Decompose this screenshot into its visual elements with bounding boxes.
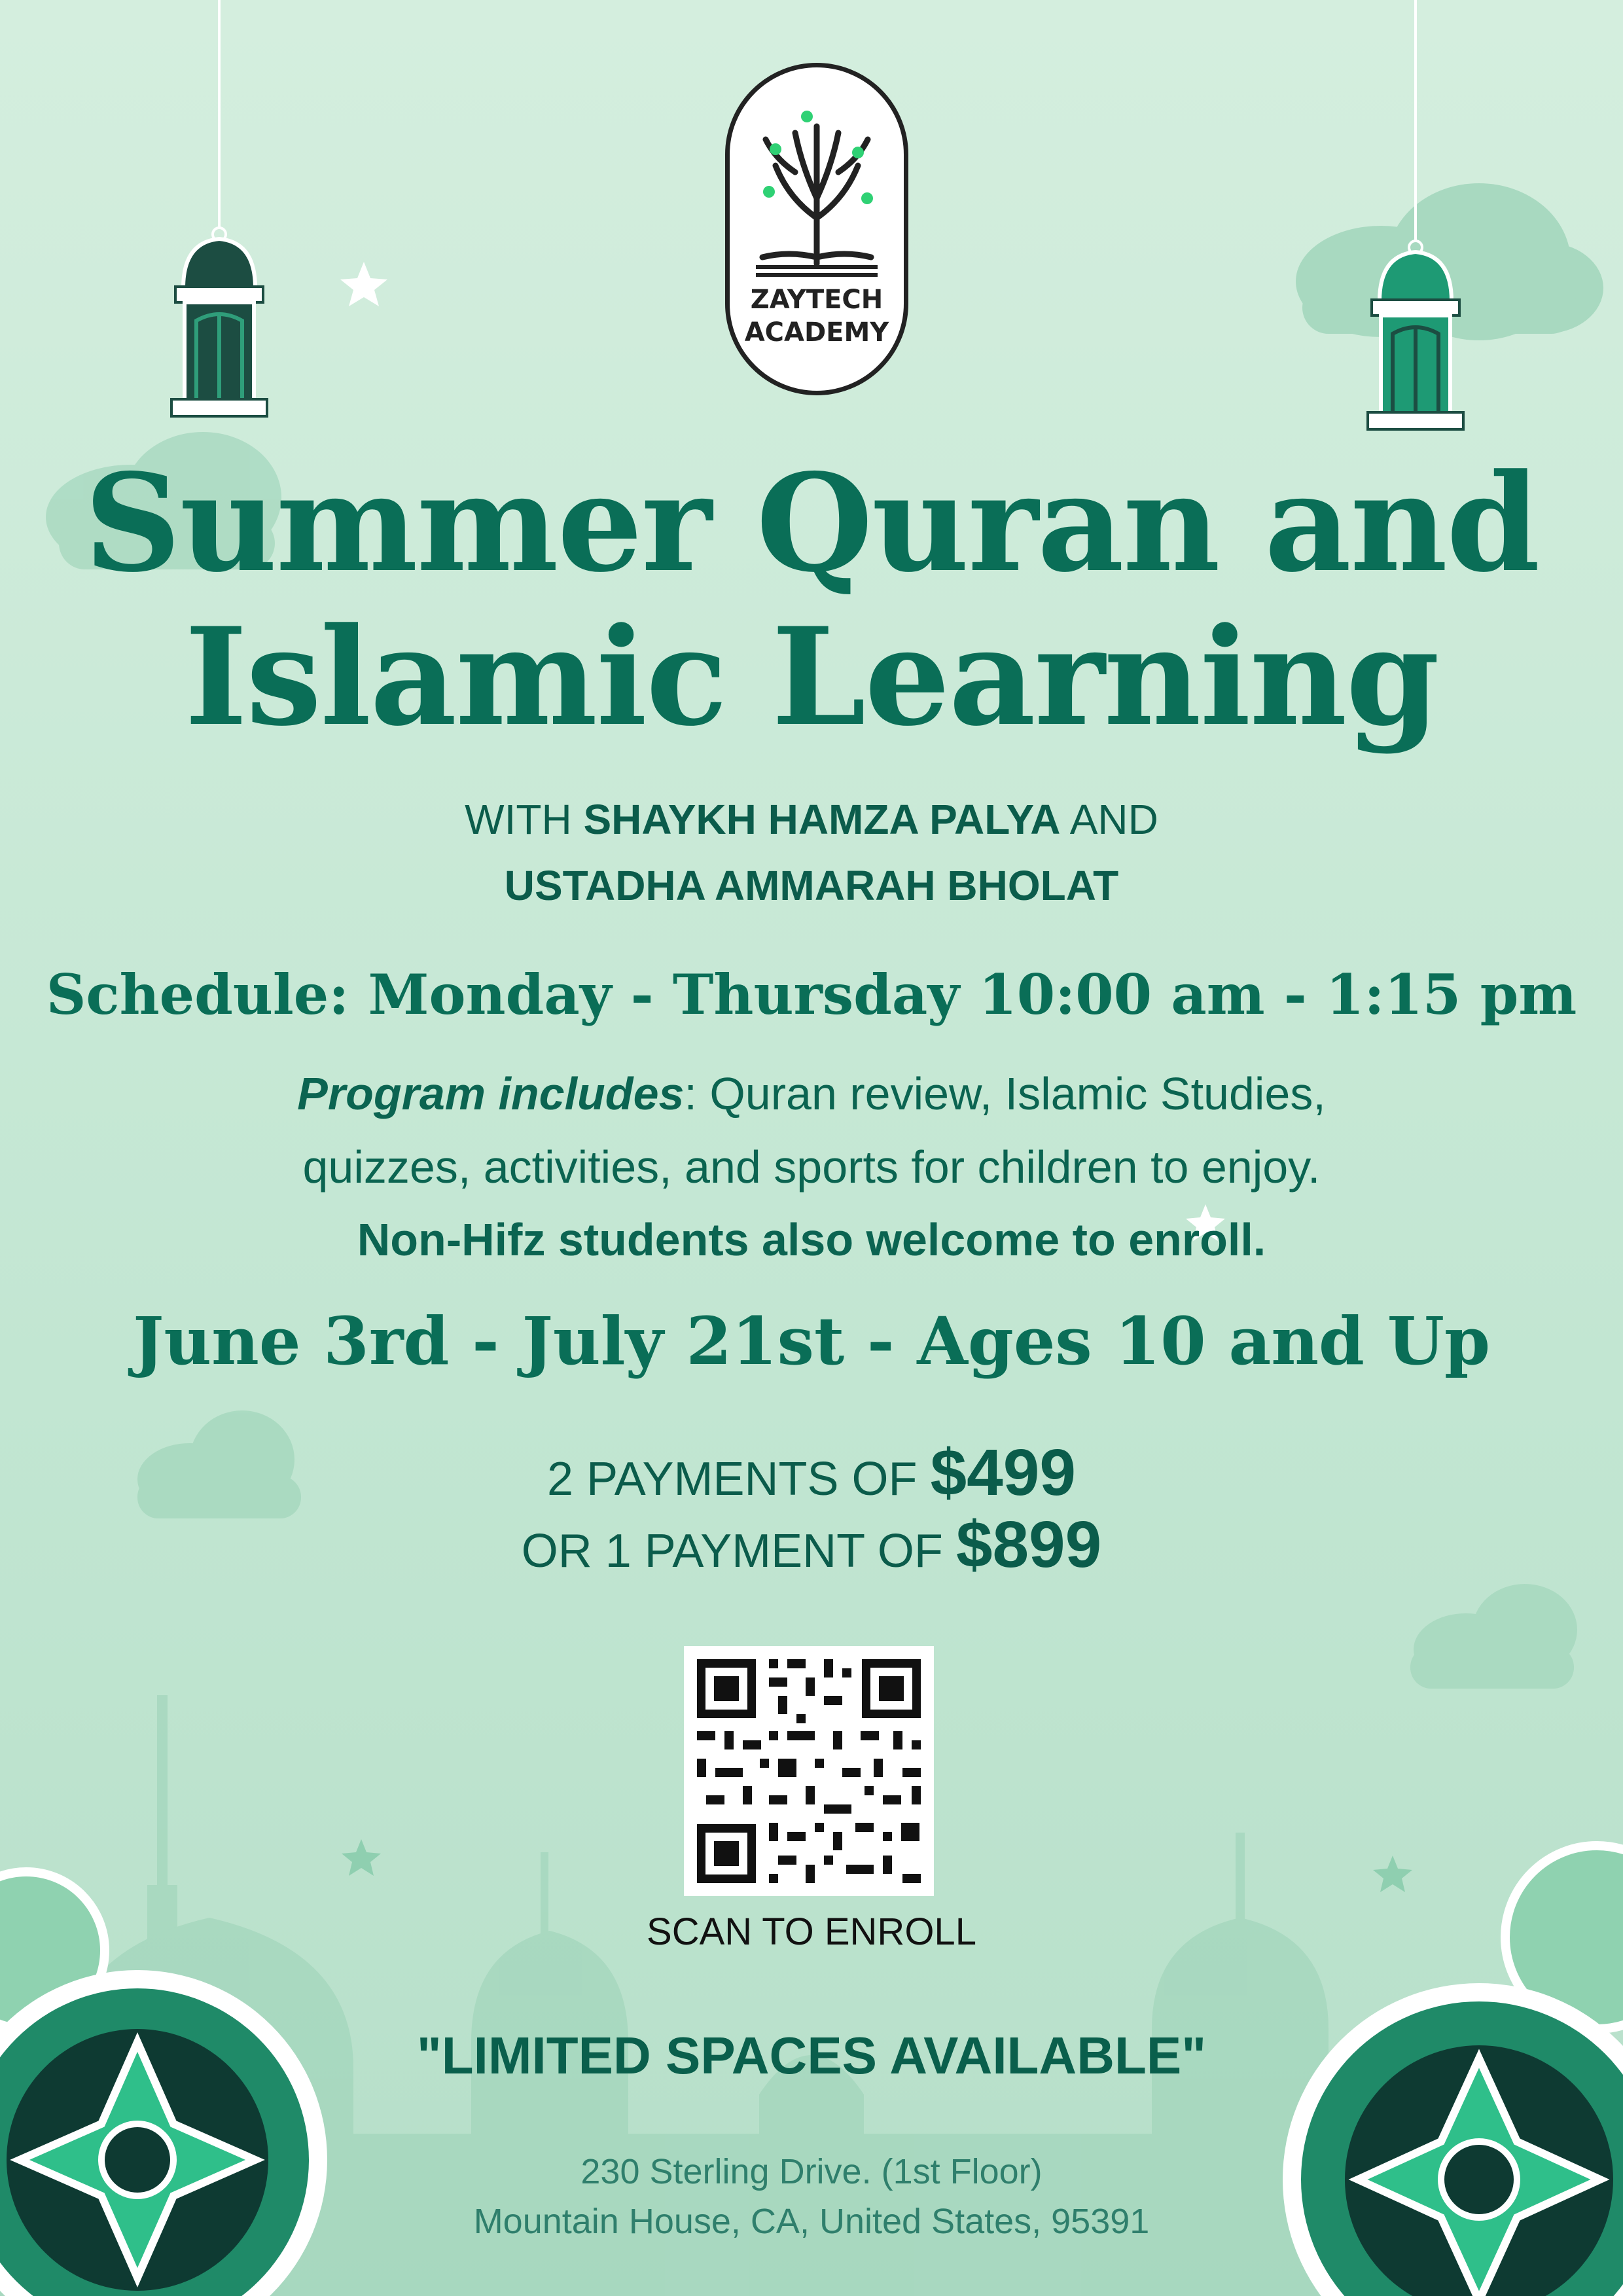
logo-line: ZAYTECH [750,285,883,315]
instructor-name: SHAYKH HAMZA PALYA [583,796,1061,843]
instructors-line [0,793,1623,846]
page-title: Islamic Learning [185,599,1438,756]
program-line: quizzes, activities, and sports for children to enjoy. [302,1141,1321,1193]
program-note: Non-Hifz students also welcome to enroll. [357,1214,1266,1265]
program-line [0,1057,1623,1130]
lantern-icon [171,0,267,416]
schedule: Schedule: Monday - Thursday 10:00 am - 1:15 pm [46,962,1577,1027]
program-label: Program includes [297,1068,685,1119]
instructors-joiner: AND [1069,796,1158,843]
payment-line [0,1509,1623,1587]
logo-line: ACADEMY [744,317,889,348]
payment-prefix: 2 PAYMENTS OF [547,1453,918,1505]
zaytech-logo [725,63,908,395]
payment-amount: $899 [955,1508,1102,1581]
limited-spaces-banner: "LIMITED SPACES AVAILABLE" [416,2026,1207,2085]
page-title: Summer Quran and [84,445,1539,602]
payment-amount: $499 [930,1436,1076,1509]
olive-tree-icon [730,87,904,283]
address-line: Mountain House, CA, United States, 95391 [473,2202,1150,2241]
cloud-icon [1410,1584,1577,1689]
payment-prefix: OR 1 PAYMENT OF [521,1525,943,1577]
address-line: 230 Sterling Drive. (1st Floor) [580,2152,1043,2191]
dates-ages: June 3rd - July 21st - Ages 10 and Up [133,1302,1490,1380]
instructors-prefix: WITH [465,796,572,843]
scan-to-enroll-label: SCAN TO ENROLL [647,1910,976,1953]
payment-line [0,1437,1623,1515]
qr-code-icon[interactable] [684,1646,934,1896]
program-text: : Quran review, Islamic Studies, [684,1068,1326,1119]
logo-text [730,283,904,349]
instructor-name: USTADHA AMMARAH BHOLAT [504,862,1119,909]
